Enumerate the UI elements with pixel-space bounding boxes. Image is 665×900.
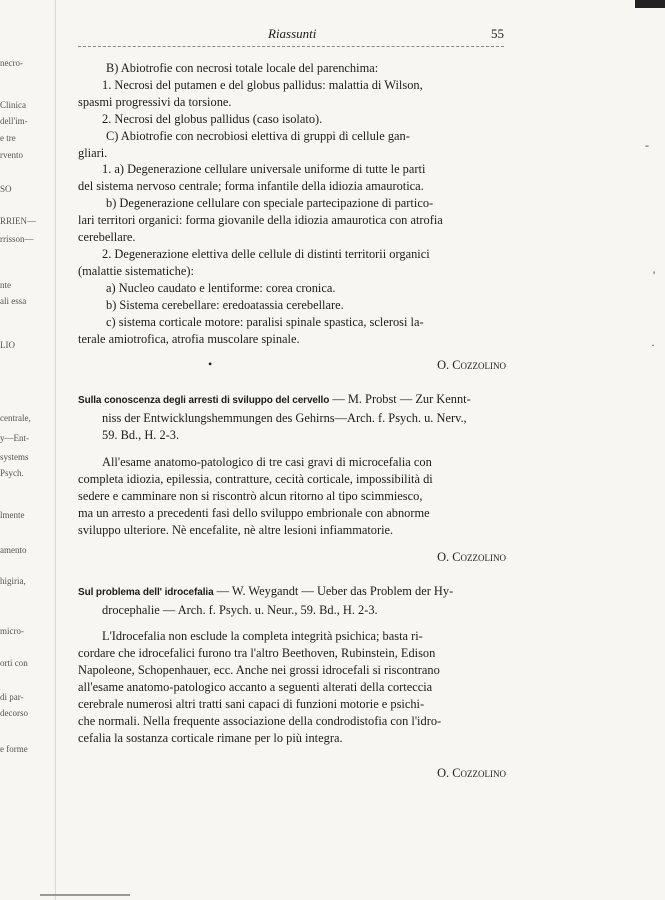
margin-mark: · (651, 338, 655, 352)
text-line: All'esame anatomo-patologico di tre casi gravi di microcefalia con (102, 455, 432, 470)
text-line: sedere e camminare non si riscontrò alcun ritorno al tipo scimmiesco, (78, 488, 423, 503)
section-idrocefalia (78, 583, 506, 781)
text-line: (malattie sistematiche): (78, 263, 194, 278)
text-line: B) Abiotrofie con necrosi totale locale del parenchima: (106, 61, 379, 75)
bleed-fragment: di par- (0, 692, 24, 702)
facing-page-bleed (0, 0, 62, 900)
article-heading: Sulla conoscenza degli arresti di sviluppo del cervello (78, 395, 330, 407)
citation-line: drocephalie — Arch. f. Psych. u. Neur., 59. Bd., H. 2-3. (102, 602, 378, 617)
right-margin-marks (645, 0, 665, 900)
text-line: cerebrale numerosi altri tratti sani capaci di funzioni motorie e psichi- (78, 697, 425, 712)
text-line: C) Abiotrofie con necrobiosi elettiva di gruppi di cellule gan- (106, 128, 410, 143)
section-arresti-sviluppo (78, 391, 506, 564)
bleed-fragment: Psych. (0, 468, 24, 478)
bleed-fragment: Clinica (0, 100, 26, 110)
bleed-fragment: y—Ent- (0, 433, 29, 443)
text-line: 2. Necrosi del globus pallidus (caso isolato). (102, 111, 323, 126)
gutter-shadow (55, 0, 56, 900)
text-line: ma un arresto a precedenti fasi dello sviluppo embrionale con abnorme (78, 505, 430, 520)
bleed-fragment: decorso (0, 708, 28, 718)
page-number: 55 (491, 26, 504, 41)
margin-mark: - (645, 138, 649, 152)
text-line: c) sistema corticale motore: paralisi spinale spastica, sclerosi la- (106, 314, 424, 329)
scan-smudge (40, 894, 130, 896)
text-line: a) Nucleo caudato e lentiforme: corea cronica. (106, 280, 336, 295)
bleed-fragment: micro- (0, 626, 24, 636)
text-line: 1. a) Degenerazione cellulare universale uniforme di tutte le parti (102, 162, 426, 177)
bleed-fragment: orti con (0, 658, 28, 668)
author-signature: O. Cozzolino (437, 549, 506, 564)
text-line: b) Sistema cerebellare: eredoatassia cerebellare. (106, 297, 344, 312)
citation-line-first (78, 583, 506, 602)
bleed-fragment: e forme (0, 744, 28, 754)
text-line: all'esame anatomo-patologico accanto a seguenti alterati della corteccia (78, 680, 433, 695)
text-line: sviluppo ulteriore. Nè encefalite, nè altre lesioni infiammatorie. (78, 522, 394, 537)
bleed-fragment: systems (0, 452, 29, 462)
text-line: spasmi progressivi da torsione. (78, 94, 232, 109)
running-header (78, 22, 504, 48)
bleed-fragment: nte (0, 280, 11, 290)
bleed-fragment: rrisson— (0, 234, 34, 244)
section-abiotrofie (78, 60, 506, 373)
bleed-fragment: dell'im- (0, 116, 28, 126)
bleed-fragment: higiria, (0, 576, 26, 586)
margin-mark: ' (653, 268, 656, 282)
text-line: L'Idrocefalia non esclude la completa integrità psichica; basta ri- (102, 629, 423, 644)
bleed-fragment: necro- (0, 58, 23, 68)
stray-dot: • (208, 357, 213, 372)
text-line: 2. Degenerazione elettiva delle cellule di distinti territorii organici (102, 246, 430, 261)
text-line: gliari. (78, 145, 108, 160)
citation-text: — M. Probst — Zur Kennt- (332, 392, 471, 407)
bleed-fragment: amento (0, 545, 27, 555)
citation-line: niss der Entwicklungshemmungen des Gehirns—Arch. f. Psych. u. Nerv., (102, 411, 467, 426)
bleed-fragment: e tre (0, 133, 16, 143)
author-signature: O. Cozzolino (437, 358, 506, 373)
author-signature: O. Cozzolino (437, 765, 506, 780)
bleed-fragment: SO (0, 184, 12, 194)
text-line: cerebellare. (78, 230, 136, 245)
text-line: cordare che idrocefalici furono tra l'altro Beethoven, Rubinstein, Edison (78, 646, 436, 661)
bleed-fragment: lmente (0, 510, 25, 520)
text-line: che normali. Nella frequente associazione della condrodistofia con l'idro- (78, 714, 442, 728)
citation-line: 59. Bd., H. 2-3. (102, 428, 180, 443)
bleed-fragment: ali essa (0, 296, 27, 306)
article-heading: Sul problema dell' idrocefalia (78, 586, 214, 598)
bleed-fragment: centrale, (0, 413, 31, 423)
bleed-fragment: rvento (0, 150, 23, 160)
citation-text: — W. Weygandt — Ueber das Problem der Hy- (216, 583, 454, 598)
text-line: completa idiozia, epilessia, contratture, cecità corticale, impossibilità di (78, 472, 433, 487)
header-rule (78, 46, 504, 47)
text-line: Napoleone, Schopenhauer, ecc. Anche nei grossi idrocefali si riscontrano (78, 663, 440, 678)
text-line: b) Degenerazione cellulare con speciale partecipazione di partico- (106, 196, 434, 211)
citation-line-first (78, 391, 506, 410)
text-line: del sistema nervoso centrale; forma infantile della idiozia amaurotica. (78, 179, 424, 194)
text-line: 1. Necrosi del putamen e del globus pallidus: malattia di Wilson, (102, 77, 423, 92)
bleed-fragment: RRIEN— (0, 216, 36, 226)
text-line: lari territori organici: forma giovanile della idiozia amaurotica con atrofia (78, 213, 443, 228)
running-title: Riassunti (268, 26, 317, 41)
text-line: cefalia la sostanza corticale rimane per lo più integra. (78, 730, 343, 745)
scan-corner-mark (635, 0, 665, 8)
text-line: terale amiotrofica, atrofia muscolare spinale. (78, 331, 300, 346)
bleed-fragment: LIO (0, 340, 15, 350)
page-body (78, 60, 506, 781)
